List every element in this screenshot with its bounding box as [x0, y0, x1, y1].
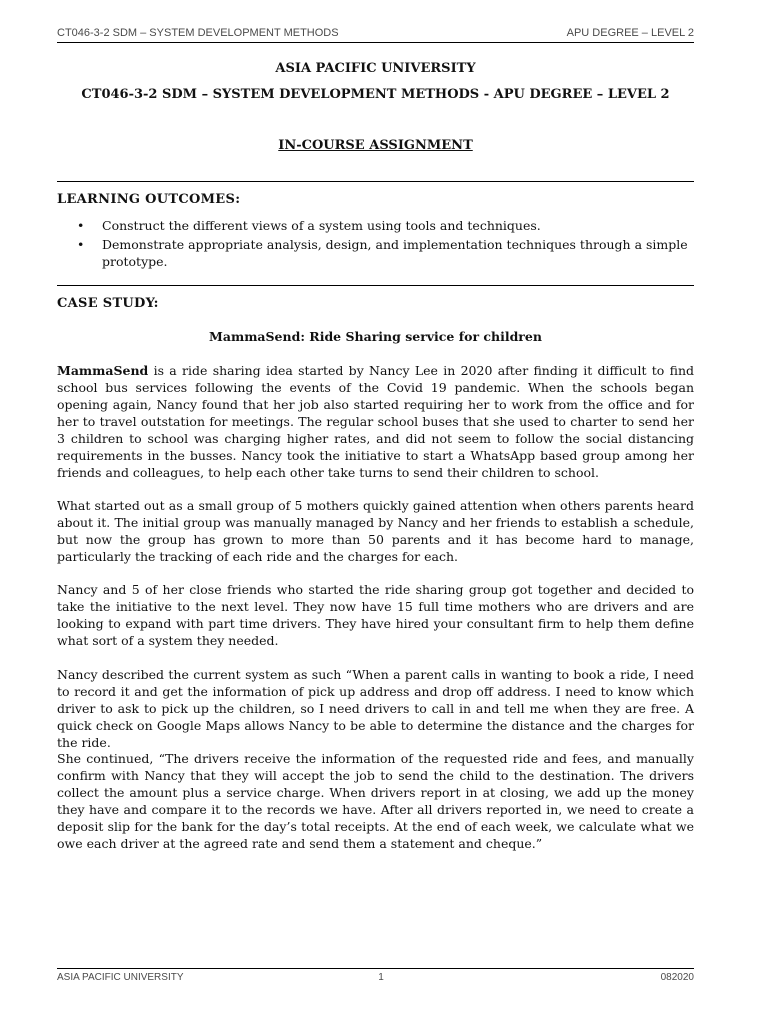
- case-study-heading: CASE STUDY:: [57, 296, 159, 311]
- footer-university: ASIA PACIFIC UNIVERSITY: [57, 972, 184, 983]
- assignment-title: IN-COURSE ASSIGNMENT: [278, 138, 473, 153]
- paragraph-text: is a ride sharing idea started by Nancy Lee in 2020 after finding it difficult to find school bus services following the events of the Covid 19 pandemic. When the schools began opening again, Nancy found that her job also started requiring her to work from the office and for her to travel outstation for meetings. The regular school buses that she used to charter to send her 3 children to school was charging higher rates, and did not seem to follow the social distancing requirements in the busses. Nancy took the initiative to start a WhatsApp based group among her friends and colleagues, to help each other take turns to send their children to school.: [57, 363, 694, 480]
- header-level: APU DEGREE – LEVEL 2: [566, 27, 694, 39]
- section-divider: [57, 181, 694, 182]
- page-footer: [57, 972, 694, 986]
- footer-divider: [57, 968, 694, 969]
- list-item: [57, 236, 694, 270]
- page-number: 1: [378, 972, 384, 983]
- learning-outcome-text: Demonstrate appropriate analysis, design, and implementation techniques through a simple prototype.: [102, 237, 688, 269]
- case-paragraph: Nancy described the current system as such “When a parent calls in wanting to book a ride, I need to record it and get the information of pick up address and drop off address. I need to know which driver to ask to pick up the children, so I need drivers to call in and tell me when they are free. A quick check on Google Maps allows Nancy to be able to determine the distance and the charges for the ride.: [57, 667, 694, 750]
- bullet-icon: •: [77, 237, 85, 252]
- bullet-icon: •: [77, 218, 85, 233]
- learning-outcomes-heading: LEARNING OUTCOMES:: [57, 192, 241, 207]
- learning-outcome-text: Construct the different views of a system using tools and techniques.: [102, 218, 541, 233]
- section-divider: [57, 285, 694, 286]
- page-header: [57, 24, 694, 43]
- learning-outcomes-list: [57, 217, 694, 272]
- university-title: ASIA PACIFIC UNIVERSITY: [275, 61, 476, 76]
- company-name: MammaSend: [57, 363, 149, 378]
- case-paragraph: What started out as a small group of 5 mothers quickly gained attention when others parents heard about it. The initial group was manually managed by Nancy and her friends to establish a schedule, but now the group has grown to more than 50 parents and it has become hard to manage, particularly the tracking of each ride and the charges for each.: [57, 498, 694, 564]
- list-item: [57, 217, 694, 234]
- header-module-code: CT046-3-2 SDM – SYSTEM DEVELOPMENT METHODS: [57, 27, 339, 39]
- case-paragraph: She continued, “The drivers receive the information of the requested ride and fees, and manually confirm with Nancy that they will accept the job to send the child to the destination. The drivers collect the amount plus a service charge. When drivers report in at closing, we add up the money they have and compare it to the records we have. After all drivers reported in, we need to create a deposit slip for the bank for the day’s total receipts. At the end of each week, we calculate what we owe each driver at the agreed rate and send them a statement and cheque.”: [57, 751, 694, 851]
- case-paragraph: Nancy and 5 of her close friends who started the ride sharing group got together and decided to take the initiative to the next level. They now have 15 full time mothers who are drivers and are looking to expand with part time drivers. They have hired your consultant firm to help them define what sort of a system they needed.: [57, 582, 694, 648]
- module-title: CT046-3-2 SDM – SYSTEM DEVELOPMENT METHODS - APU DEGREE – LEVEL 2: [81, 87, 670, 102]
- case-paragraph: [57, 362, 694, 481]
- footer-date-code: 082020: [660, 972, 694, 983]
- case-study-title: MammaSend: Ride Sharing service for children: [209, 329, 542, 344]
